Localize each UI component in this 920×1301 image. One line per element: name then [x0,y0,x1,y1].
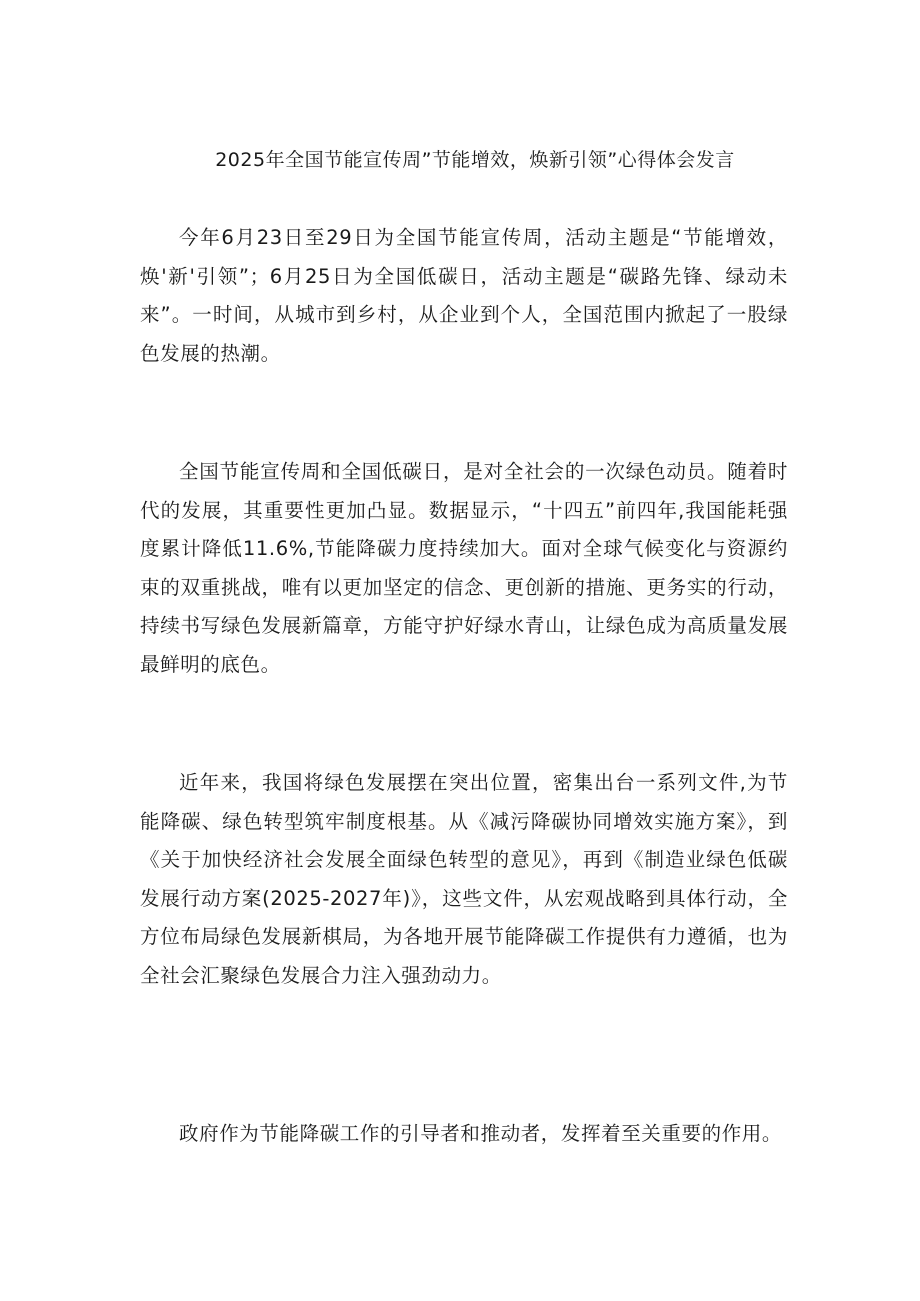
paragraph-1: 今年6月23日至29日为全国节能宣传周，活动主题是“节能增效，焕'新'引领”；6月25日为全国低碳日，活动主题是“碳路先锋、绿动未来”。一时间，从城市到乡村，从企业到个人，全国范围内掀起了一股绿色发展的热潮。 [140,226,788,365]
document-title: 2025年全国节能宣传周”节能增效，焕新引领”心得体会发言 [215,149,735,171]
paragraph-2: 全国节能宣传周和全国低碳日，是对全社会的一次绿色动员。随着时代的发展，其重要性更加凸显。数据显示，“十四五”前四年,我国能耗强度累计降低11.6%,节能降碳力度持续加大。面对全球气候变化与资源约束的双重挑战，唯有以更加坚定的信念、更创新的措施、更务实的行动，持续书写绿色发展新篇章，方能守护好绿水青山，让绿色成为高质量发展最鲜明的底色。 [140,460,788,676]
paragraph-3: 近年来，我国将绿色发展摆在突出位置，密集出台一系列文件,为节能降碳、绿色转型筑牢制度根基。从《减污降碳协同增效实施方案》，到《关于加快经济社会发展全面绿色转型的意见》，再到《制造业绿色低碳发展行动方案(2025-2027年)》，这些文件，从宏观战略到具体行动，全方位布局绿色发展新棋局，为各地开展节能降碳工作提供有力遵循，也为全社会汇聚绿色发展合力注入强劲动力。 [140,771,788,987]
paragraph-4: 政府作为节能降碳工作的引导者和推动者，发挥着至关重要的作用。 [179,1122,783,1145]
